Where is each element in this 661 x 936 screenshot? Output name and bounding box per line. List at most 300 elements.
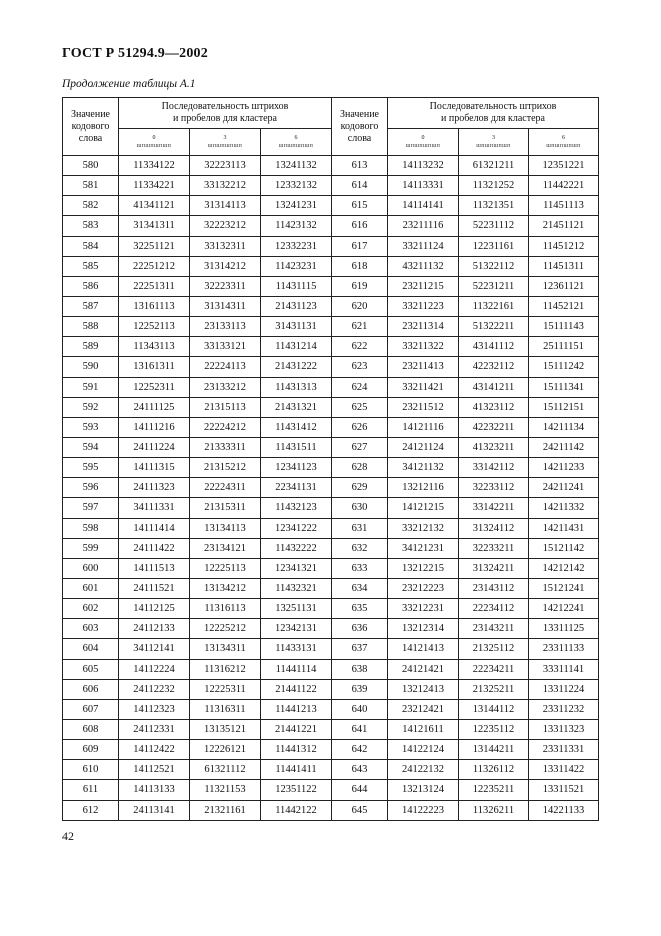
cell-cluster0-left: 22251311 [119, 276, 190, 296]
cell-cluster0-left: 14112125 [119, 599, 190, 619]
cell-code-right: 640 [332, 699, 388, 719]
cell-cluster3-left: 21333311 [190, 437, 261, 457]
cell-cluster6-right: 25111151 [529, 337, 599, 357]
cell-cluster0-right: 33211322 [388, 337, 459, 357]
table-row [63, 558, 599, 578]
cell-code-right: 642 [332, 740, 388, 760]
cell-cluster3-left: 22224311 [190, 478, 261, 498]
table-row [63, 659, 599, 679]
cell-code-right: 621 [332, 317, 388, 337]
codeword-table [62, 97, 599, 821]
cell-cluster6-left: 31431131 [261, 317, 332, 337]
cell-code-left: 604 [63, 639, 119, 659]
cell-code-right: 623 [332, 357, 388, 377]
cell-cluster6-right: 15111242 [529, 357, 599, 377]
cell-cluster6-left: 11431412 [261, 417, 332, 437]
cell-cluster6-right: 14211332 [529, 498, 599, 518]
cell-code-left: 587 [63, 296, 119, 316]
cell-cluster3-left: 21321161 [190, 800, 261, 820]
cell-cluster3-right: 43141112 [459, 337, 529, 357]
cell-code-left: 603 [63, 619, 119, 639]
cell-cluster0-left: 13161311 [119, 357, 190, 377]
cluster-0-header: 0 шпшпшпшп [388, 129, 459, 156]
cell-code-left: 605 [63, 659, 119, 679]
cell-code-right: 634 [332, 578, 388, 598]
cell-code-left: 593 [63, 417, 119, 437]
table-row [63, 156, 599, 176]
cell-cluster0-right: 23211116 [388, 216, 459, 236]
cell-code-left: 609 [63, 740, 119, 760]
table-row [63, 780, 599, 800]
cell-cluster0-left: 22251212 [119, 256, 190, 276]
table-row [63, 276, 599, 296]
cell-cluster6-left: 11431313 [261, 377, 332, 397]
table-row [63, 679, 599, 699]
cell-code-left: 582 [63, 196, 119, 216]
cell-code-left: 602 [63, 599, 119, 619]
cell-code-right: 614 [332, 176, 388, 196]
cell-cluster6-left: 12342131 [261, 619, 332, 639]
cell-code-left: 588 [63, 317, 119, 337]
cell-cluster0-left: 11343113 [119, 337, 190, 357]
cell-cluster3-left: 33133121 [190, 337, 261, 357]
cell-cluster6-left: 12341123 [261, 458, 332, 478]
cell-code-right: 613 [332, 156, 388, 176]
cell-cluster0-right: 14121215 [388, 498, 459, 518]
cell-code-left: 595 [63, 458, 119, 478]
cell-cluster3-right: 13144211 [459, 740, 529, 760]
cell-cluster6-left: 11441411 [261, 760, 332, 780]
cell-cluster3-right: 12231161 [459, 236, 529, 256]
cell-cluster6-right: 15121241 [529, 578, 599, 598]
cell-code-right: 631 [332, 518, 388, 538]
cell-cluster0-left: 24111422 [119, 538, 190, 558]
cell-cluster0-left: 14111315 [119, 458, 190, 478]
cell-code-left: 592 [63, 397, 119, 417]
cell-cluster6-left: 11432123 [261, 498, 332, 518]
cell-code-right: 630 [332, 498, 388, 518]
cell-cluster3-left: 31314212 [190, 256, 261, 276]
cell-cluster0-right: 23211512 [388, 397, 459, 417]
table-row [63, 599, 599, 619]
cell-code-left: 583 [63, 216, 119, 236]
cell-cluster0-right: 33212231 [388, 599, 459, 619]
cell-cluster3-right: 11322161 [459, 296, 529, 316]
cell-cluster3-left: 23133113 [190, 317, 261, 337]
cell-cluster3-left: 31314113 [190, 196, 261, 216]
cell-cluster6-right: 12361121 [529, 276, 599, 296]
cell-cluster6-left: 11431115 [261, 276, 332, 296]
cell-cluster3-right: 43141211 [459, 377, 529, 397]
cell-cluster0-right: 14121116 [388, 417, 459, 437]
cluster-6-header: 6 шпшпшпшп [529, 129, 599, 156]
cell-cluster3-right: 51322211 [459, 317, 529, 337]
cell-cluster3-left: 32223113 [190, 156, 261, 176]
sequence-header-right: Последовательность штрихов и пробелов для кластера [388, 98, 599, 129]
table-row [63, 417, 599, 437]
cell-code-right: 629 [332, 478, 388, 498]
cell-cluster0-left: 34112141 [119, 639, 190, 659]
cell-code-left: 598 [63, 518, 119, 538]
cell-code-right: 627 [332, 437, 388, 457]
cell-code-right: 628 [332, 458, 388, 478]
cell-cluster3-left: 11316113 [190, 599, 261, 619]
cell-code-right: 619 [332, 276, 388, 296]
table-row [63, 176, 599, 196]
cell-cluster3-left: 21315311 [190, 498, 261, 518]
cell-cluster3-right: 33142211 [459, 498, 529, 518]
cell-code-right: 624 [332, 377, 388, 397]
cell-code-left: 610 [63, 760, 119, 780]
cell-code-right: 633 [332, 558, 388, 578]
cell-code-left: 584 [63, 236, 119, 256]
cell-cluster0-right: 34121132 [388, 458, 459, 478]
cell-cluster6-right: 33311141 [529, 659, 599, 679]
cell-cluster0-right: 33211124 [388, 236, 459, 256]
table-row [63, 377, 599, 397]
cell-cluster6-left: 12341321 [261, 558, 332, 578]
cell-cluster0-left: 14111513 [119, 558, 190, 578]
cell-cluster3-left: 12225311 [190, 679, 261, 699]
cell-cluster3-right: 52231112 [459, 216, 529, 236]
cluster-3-header: 3 шпшпшпшп [190, 129, 261, 156]
cell-cluster3-right: 11321351 [459, 196, 529, 216]
cell-code-right: 645 [332, 800, 388, 820]
cell-code-right: 638 [332, 659, 388, 679]
page-number: 42 [62, 829, 74, 843]
cell-cluster6-right: 13311422 [529, 760, 599, 780]
cell-cluster6-right: 24211142 [529, 437, 599, 457]
cell-cluster0-left: 24111323 [119, 478, 190, 498]
cell-cluster0-right: 24122132 [388, 760, 459, 780]
cell-code-right: 620 [332, 296, 388, 316]
cell-cluster6-left: 21431123 [261, 296, 332, 316]
cell-cluster6-right: 14211233 [529, 458, 599, 478]
table-continuation-caption: Продолжение таблицы А.1 [62, 78, 196, 90]
cell-code-right: 617 [332, 236, 388, 256]
cell-cluster3-right: 31324211 [459, 558, 529, 578]
cell-cluster3-left: 31314311 [190, 296, 261, 316]
cell-cluster6-left: 13241132 [261, 156, 332, 176]
cell-cluster0-left: 14112422 [119, 740, 190, 760]
cell-code-right: 616 [332, 216, 388, 236]
cell-cluster3-left: 21315113 [190, 397, 261, 417]
cell-cluster3-right: 31324112 [459, 518, 529, 538]
cell-cluster6-left: 12332132 [261, 176, 332, 196]
cell-cluster3-right: 61321211 [459, 156, 529, 176]
cell-cluster3-left: 22224113 [190, 357, 261, 377]
cell-cluster6-right: 15121142 [529, 538, 599, 558]
cell-cluster3-left: 33132212 [190, 176, 261, 196]
cell-cluster6-left: 12351122 [261, 780, 332, 800]
cell-code-left: 606 [63, 679, 119, 699]
cell-code-left: 581 [63, 176, 119, 196]
cell-cluster6-left: 21431222 [261, 357, 332, 377]
cell-cluster0-left: 24113141 [119, 800, 190, 820]
cell-cluster3-right: 32233211 [459, 538, 529, 558]
cell-cluster0-right: 14113331 [388, 176, 459, 196]
cell-cluster3-left: 12225212 [190, 619, 261, 639]
cell-code-right: 625 [332, 397, 388, 417]
cell-cluster3-right: 21325112 [459, 639, 529, 659]
cell-cluster3-right: 11321252 [459, 176, 529, 196]
cell-cluster6-left: 11432222 [261, 538, 332, 558]
cell-cluster6-right: 23311133 [529, 639, 599, 659]
cell-cluster6-left: 11432321 [261, 578, 332, 598]
cell-cluster6-left: 21441122 [261, 679, 332, 699]
sequence-header-left: Последовательность штрихов и пробелов для кластера [119, 98, 332, 129]
cell-cluster0-right: 33211223 [388, 296, 459, 316]
cell-cluster3-left: 61321112 [190, 760, 261, 780]
cell-cluster0-right: 14113232 [388, 156, 459, 176]
cell-cluster0-left: 14111414 [119, 518, 190, 538]
cell-cluster6-left: 11442122 [261, 800, 332, 820]
cell-code-left: 608 [63, 719, 119, 739]
cell-cluster3-right: 21325211 [459, 679, 529, 699]
cell-code-left: 597 [63, 498, 119, 518]
cell-cluster6-left: 21431321 [261, 397, 332, 417]
cell-cluster0-right: 13212116 [388, 478, 459, 498]
cell-cluster3-right: 11326211 [459, 800, 529, 820]
table-row [63, 800, 599, 820]
cell-cluster6-left: 11441213 [261, 699, 332, 719]
cell-cluster3-left: 12225113 [190, 558, 261, 578]
cell-code-left: 596 [63, 478, 119, 498]
table-row [63, 518, 599, 538]
cell-cluster0-left: 24111224 [119, 437, 190, 457]
cell-cluster0-left: 24112232 [119, 679, 190, 699]
cell-code-right: 635 [332, 599, 388, 619]
document-title: ГОСТ Р 51294.9—2002 [62, 46, 208, 61]
cell-cluster3-left: 12226121 [190, 740, 261, 760]
cell-cluster0-right: 34121231 [388, 538, 459, 558]
cell-cluster6-left: 11431214 [261, 337, 332, 357]
cell-cluster6-right: 13311521 [529, 780, 599, 800]
cell-cluster0-right: 13212314 [388, 619, 459, 639]
cell-cluster0-right: 14121413 [388, 639, 459, 659]
cell-code-right: 636 [332, 619, 388, 639]
cell-cluster3-right: 13144112 [459, 699, 529, 719]
cluster-0-header: 0 шпшпшпшп [119, 129, 190, 156]
cell-code-right: 641 [332, 719, 388, 739]
cell-cluster3-right: 52231211 [459, 276, 529, 296]
cell-cluster0-left: 11334221 [119, 176, 190, 196]
table-row [63, 196, 599, 216]
cell-cluster0-right: 23212223 [388, 578, 459, 598]
cell-cluster3-left: 13134113 [190, 518, 261, 538]
cell-cluster3-right: 41323112 [459, 397, 529, 417]
cell-cluster6-right: 11451212 [529, 236, 599, 256]
table-row [63, 337, 599, 357]
cell-cluster0-right: 14122124 [388, 740, 459, 760]
cell-cluster6-right: 24211241 [529, 478, 599, 498]
cell-cluster3-left: 23134121 [190, 538, 261, 558]
table-row [63, 760, 599, 780]
cell-cluster0-left: 13161113 [119, 296, 190, 316]
cell-cluster6-right: 11451113 [529, 196, 599, 216]
cell-code-left: 591 [63, 377, 119, 397]
table-row [63, 397, 599, 417]
cell-cluster0-left: 14112224 [119, 659, 190, 679]
cell-cluster6-right: 14212142 [529, 558, 599, 578]
cell-code-left: 586 [63, 276, 119, 296]
cell-cluster0-left: 24111521 [119, 578, 190, 598]
cell-cluster0-right: 14122223 [388, 800, 459, 820]
cell-cluster0-left: 34111331 [119, 498, 190, 518]
cell-cluster3-right: 12235112 [459, 719, 529, 739]
cell-cluster6-left: 11441312 [261, 740, 332, 760]
cell-cluster3-left: 11321153 [190, 780, 261, 800]
cell-cluster3-right: 22234211 [459, 659, 529, 679]
cell-cluster6-right: 13311323 [529, 719, 599, 739]
table-row [63, 538, 599, 558]
cell-cluster0-right: 13213124 [388, 780, 459, 800]
cell-cluster6-left: 21441221 [261, 719, 332, 739]
cell-cluster3-right: 22234112 [459, 599, 529, 619]
cell-code-right: 618 [332, 256, 388, 276]
table-row [63, 578, 599, 598]
cell-cluster3-left: 11316311 [190, 699, 261, 719]
cell-cluster6-right: 23311331 [529, 740, 599, 760]
cell-cluster3-left: 21315212 [190, 458, 261, 478]
table-row [63, 236, 599, 256]
cell-cluster0-left: 14112323 [119, 699, 190, 719]
cell-cluster3-right: 32233112 [459, 478, 529, 498]
cell-cluster6-left: 12332231 [261, 236, 332, 256]
cell-cluster6-left: 11423132 [261, 216, 332, 236]
table-row [63, 619, 599, 639]
cell-cluster6-left: 12341222 [261, 518, 332, 538]
table-row [63, 639, 599, 659]
cell-cluster6-left: 11431511 [261, 437, 332, 457]
cell-cluster6-right: 12351221 [529, 156, 599, 176]
cell-cluster0-left: 24112331 [119, 719, 190, 739]
cell-cluster3-right: 41323211 [459, 437, 529, 457]
cell-cluster3-left: 13134212 [190, 578, 261, 598]
cell-cluster3-left: 13135121 [190, 719, 261, 739]
cell-code-right: 622 [332, 337, 388, 357]
cell-code-right: 643 [332, 760, 388, 780]
cell-cluster0-right: 13212413 [388, 679, 459, 699]
cell-cluster3-left: 23133212 [190, 377, 261, 397]
cell-code-right: 626 [332, 417, 388, 437]
table-row [63, 216, 599, 236]
cell-cluster0-right: 23212421 [388, 699, 459, 719]
cell-code-left: 589 [63, 337, 119, 357]
table-row [63, 437, 599, 457]
cell-cluster6-right: 11451311 [529, 256, 599, 276]
cell-cluster3-left: 11316212 [190, 659, 261, 679]
cell-cluster6-right: 11452121 [529, 296, 599, 316]
code-value-header-right: Значение кодового слова [332, 98, 388, 156]
cell-code-left: 590 [63, 357, 119, 377]
cell-cluster3-right: 51322112 [459, 256, 529, 276]
table-row [63, 317, 599, 337]
cell-cluster0-right: 24121124 [388, 437, 459, 457]
cell-cluster3-right: 42232211 [459, 417, 529, 437]
cell-cluster3-left: 33132311 [190, 236, 261, 256]
cell-cluster3-left: 13134311 [190, 639, 261, 659]
cell-cluster6-left: 11423231 [261, 256, 332, 276]
cell-cluster0-left: 24112133 [119, 619, 190, 639]
table-row [63, 498, 599, 518]
cell-cluster3-right: 12235211 [459, 780, 529, 800]
table-row [63, 296, 599, 316]
cell-cluster0-left: 14113133 [119, 780, 190, 800]
table-row [63, 478, 599, 498]
cell-cluster6-right: 14211431 [529, 518, 599, 538]
cell-cluster0-right: 23211314 [388, 317, 459, 337]
cell-cluster3-right: 23143112 [459, 578, 529, 598]
cell-cluster6-right: 15111143 [529, 317, 599, 337]
table-row [63, 357, 599, 377]
cell-code-right: 637 [332, 639, 388, 659]
cell-cluster6-right: 23311232 [529, 699, 599, 719]
cluster-6-header: 6 шпшпшпшп [261, 129, 332, 156]
cell-cluster0-right: 33211421 [388, 377, 459, 397]
cell-cluster6-right: 14211134 [529, 417, 599, 437]
cell-cluster0-left: 14112521 [119, 760, 190, 780]
cell-cluster3-left: 32223212 [190, 216, 261, 236]
cell-cluster3-right: 11326112 [459, 760, 529, 780]
table-row [63, 699, 599, 719]
cell-cluster6-right: 15112151 [529, 397, 599, 417]
cell-code-left: 580 [63, 156, 119, 176]
cell-cluster0-left: 12252311 [119, 377, 190, 397]
cell-cluster3-right: 42232112 [459, 357, 529, 377]
cell-cluster0-left: 24111125 [119, 397, 190, 417]
cell-code-right: 644 [332, 780, 388, 800]
cell-cluster6-right: 21451121 [529, 216, 599, 236]
cell-cluster3-left: 22224212 [190, 417, 261, 437]
table-row [63, 740, 599, 760]
table-row [63, 458, 599, 478]
table-row [63, 719, 599, 739]
cell-cluster6-left: 11433131 [261, 639, 332, 659]
cell-code-left: 612 [63, 800, 119, 820]
table-row [63, 256, 599, 276]
cell-cluster6-left: 13251131 [261, 599, 332, 619]
cell-code-right: 632 [332, 538, 388, 558]
code-value-header-left: Значение кодового слова [63, 98, 119, 156]
cell-cluster0-right: 43211132 [388, 256, 459, 276]
cell-cluster6-right: 15111341 [529, 377, 599, 397]
cell-cluster0-left: 32251121 [119, 236, 190, 256]
cell-cluster0-left: 14111216 [119, 417, 190, 437]
cell-cluster6-right: 11442221 [529, 176, 599, 196]
cell-cluster0-right: 14121611 [388, 719, 459, 739]
cell-cluster6-left: 22341131 [261, 478, 332, 498]
cell-cluster3-right: 33142112 [459, 458, 529, 478]
cell-cluster0-left: 41341121 [119, 196, 190, 216]
cell-cluster0-right: 13212215 [388, 558, 459, 578]
cell-cluster6-left: 11441114 [261, 659, 332, 679]
cell-code-left: 611 [63, 780, 119, 800]
cell-code-left: 599 [63, 538, 119, 558]
cell-cluster0-right: 24121421 [388, 659, 459, 679]
cell-cluster0-right: 23211413 [388, 357, 459, 377]
cell-cluster6-right: 14221133 [529, 800, 599, 820]
cluster-3-header: 3 шпшпшпшп [459, 129, 529, 156]
cell-cluster6-right: 13311224 [529, 679, 599, 699]
cell-cluster3-left: 32223311 [190, 276, 261, 296]
cell-cluster0-right: 14114141 [388, 196, 459, 216]
cell-code-left: 600 [63, 558, 119, 578]
cell-cluster6-right: 14212241 [529, 599, 599, 619]
cell-cluster6-right: 13311125 [529, 619, 599, 639]
cell-code-left: 585 [63, 256, 119, 276]
cell-cluster0-left: 12252113 [119, 317, 190, 337]
